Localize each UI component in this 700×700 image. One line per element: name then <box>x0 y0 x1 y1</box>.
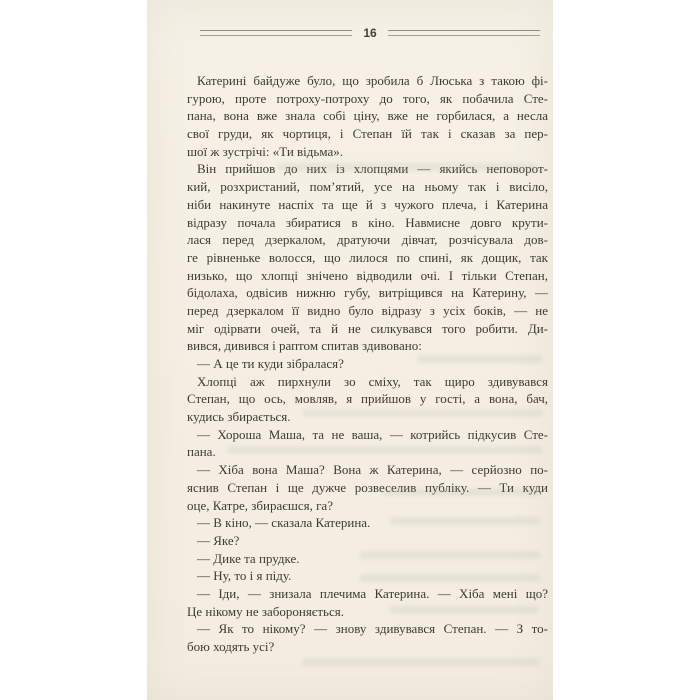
text-line: ге рівненьке волосся, що лилося по спині, як дощик, так <box>187 249 548 265</box>
paragraph <box>187 160 548 355</box>
text-line: вився, дивився і раптом спитав здивовано: <box>187 338 422 354</box>
text-line: бою ходять усі? <box>187 639 275 654</box>
page-number: 16 <box>363 26 377 40</box>
text-line: — Іди, — знизала плечима Катерина. — Хіба мені що? <box>197 585 548 601</box>
text-line: гурою, проте потроху-потроху до того, як побачила Сте- <box>187 90 548 106</box>
text-line: пана, вона вже знала собі ціну, вже не горбилася, а несла <box>187 108 548 124</box>
text-line: — Дике та прудке. <box>197 550 300 566</box>
book-page <box>147 0 553 700</box>
text-line: Він прийшов до них із хлопцями — якийсь неповорот- <box>197 161 548 177</box>
text-line: ніби накинуте наспіх та ще й з чужого плеча, і Катерина <box>187 196 548 212</box>
text-line: Це нікому не забороняється. <box>187 603 344 619</box>
print-showthrough <box>360 551 540 559</box>
text-line: шої ж зустрічі: «Ти відьма». <box>187 143 343 159</box>
paragraph <box>187 373 548 426</box>
print-showthrough <box>390 517 540 525</box>
text-line: Степан, що ось, мовляв, я прийшов у гості, а вона, бач, <box>187 391 548 407</box>
print-showthrough <box>360 574 540 582</box>
paragraph <box>187 585 548 620</box>
text-line: кудись збирається. <box>187 409 291 425</box>
text-line: Катерині байдуже було, що зробила б Люська з такою фі- <box>197 73 548 88</box>
text-line: кий, розхристаний, пом’ятий, усе на ньому так і висіло, <box>187 179 548 195</box>
text-line: перед дзеркалом її видно було відразу з усіх боків, — не <box>187 302 548 318</box>
header-rule-right <box>388 30 540 36</box>
text-line: бідолаха, одвісив нижню губу, витріщився на Катерину, — <box>187 285 548 301</box>
text-line: — Хороша Маша, та не ваша, — котрийсь підкусив Сте- <box>197 426 548 442</box>
text-line: — Як то нікому? — знову здивувався Степан. — З то- <box>197 621 548 637</box>
text-line: міг одірвати очей, та й не силкувався того робити. Ди- <box>187 320 548 336</box>
text-line: Хлопці аж пирхнули зо сміху, так щиро здивувався <box>197 373 548 389</box>
paragraph <box>187 426 548 461</box>
print-showthrough <box>302 409 542 417</box>
text-line: лася перед дзеркалом, дратуючи дівчат, розчісувала дов- <box>187 232 548 248</box>
text-line: пана. <box>187 444 216 460</box>
print-showthrough <box>277 163 537 171</box>
paragraph <box>187 532 548 550</box>
print-showthrough <box>390 606 538 614</box>
text-block <box>187 72 548 656</box>
text-line: оце, Катре, збираєшся, га? <box>187 497 333 513</box>
print-showthrough <box>302 658 540 666</box>
print-showthrough <box>417 355 542 363</box>
text-line: — А це ти куди зібралася? <box>197 356 344 371</box>
running-head <box>200 26 540 40</box>
text-line: відразу почала збиратися в кіно. Навмисне довго крути- <box>187 214 548 230</box>
text-line: — Хіба вона Маша? Вона ж Катерина, — серйозно по- <box>197 462 548 478</box>
text-line: — Яке? <box>197 532 240 548</box>
print-showthrough <box>382 488 540 496</box>
text-line: яснив Степан і ще дужче розвеселив публіку. — Ти куди <box>187 479 548 495</box>
print-showthrough <box>227 446 542 454</box>
paragraph <box>187 72 548 160</box>
text-line: — Ну, то і я піду. <box>197 568 292 584</box>
text-line: низько, що хлопці знічено відводили очі. І тільки Степан, <box>187 267 548 283</box>
text-line: — В кіно, — сказала Катерина. <box>197 515 371 531</box>
text-line: свої груди, як чортиця, і Степан їй так і сказав за пер- <box>187 126 548 142</box>
paragraph <box>187 620 548 655</box>
header-rule-left <box>200 30 352 36</box>
